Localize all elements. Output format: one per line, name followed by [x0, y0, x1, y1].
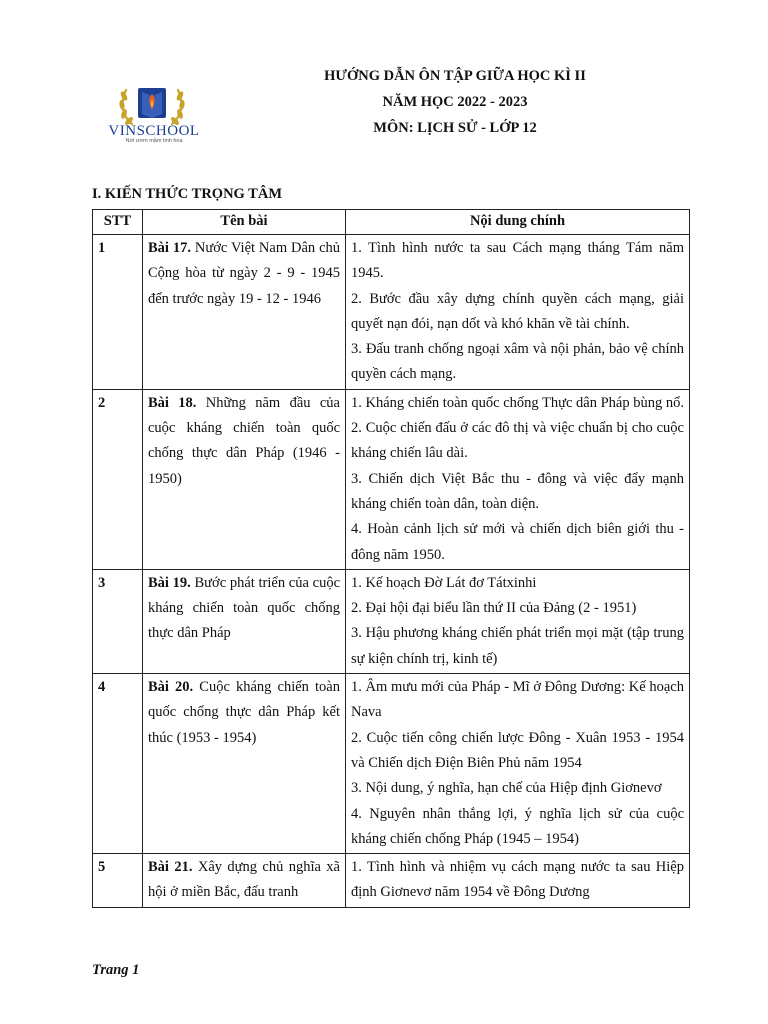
content-item: 2. Bước đầu xây dựng chính quyền cách mạng, giải quyết nạn đói, nạn dốt và khó khăn về tài chính.	[351, 290, 684, 332]
lesson-number: Bài 20.	[148, 679, 194, 696]
lesson-title: Bước phát triển của cuộc kháng chiến toàn quốc chống thực dân Pháp	[148, 574, 341, 642]
lesson-number: Bài 21.	[148, 859, 193, 876]
content-item: 3. Nội dung, ý nghĩa, hạn chế của Hiệp định Giơnevơ	[351, 780, 662, 797]
doc-title-line1: HƯỚNG DẪN ÔN TẬP GIỮA HỌC KÌ II	[324, 68, 586, 84]
content-cell	[346, 569, 690, 673]
table-row	[93, 854, 690, 908]
lesson-title: Xây dựng chủ nghĩa xã hội ở miền Bắc, đấu tranh	[148, 859, 340, 901]
lesson-number: Bài 17.	[148, 240, 191, 256]
brand-tagline: Nơi ươm mầm tinh hoa	[125, 138, 183, 144]
row-number: 3	[93, 569, 143, 673]
content-cell	[346, 235, 690, 390]
vinschool-wordmark	[104, 123, 204, 144]
row-number: 4	[93, 674, 143, 854]
lesson-cell	[143, 854, 346, 908]
content-item: 1. Tình hình nước ta sau Cách mạng tháng Tám năm 1945.	[351, 240, 684, 282]
table-row	[93, 235, 690, 390]
content-item: 4. Hoàn cảnh lịch sử mới và chiến dịch biên giới thu - đông năm 1950.	[351, 521, 684, 563]
lesson-cell	[143, 389, 346, 569]
content-cell	[346, 674, 690, 854]
content-item: 3. Đấu tranh chống ngoại xâm và nội phản, bảo vệ chính quyền cách mạng.	[351, 341, 684, 383]
content-item: 2. Cuộc chiến đấu ở các đô thị và việc chuẩn bị cho cuộc kháng chiến lâu dài.	[351, 420, 684, 462]
lesson-cell	[143, 235, 346, 390]
lesson-title: Cuộc kháng chiến toàn quốc chống thực dân Pháp kết thúc (1953 - 1954)	[148, 679, 340, 746]
content-item: 2. Cuộc tiến công chiến lược Đông - Xuân 1953 - 1954 và Chiến dịch Điện Biên Phủ năm 1954	[351, 729, 684, 771]
content-item: 3. Chiến dịch Việt Bắc thu - đông và việc đẩy mạnh kháng chiến toàn dân, toàn diện.	[351, 470, 684, 512]
row-number: 2	[93, 389, 143, 569]
header-stt: STT	[93, 210, 143, 235]
row-number: 5	[93, 854, 143, 908]
content-item: 1. Kế hoạch Đờ Lát đơ Tátxinhi	[351, 574, 537, 591]
lesson-table	[92, 209, 690, 908]
content-item: 1. Tình hình và nhiệm vụ cách mạng nước ta sau Hiệp định Giơnevơ năm 1954 về Đông Dương	[351, 859, 684, 901]
doc-title-line3: MÔN: LỊCH SỬ - LỚP 12	[373, 120, 537, 136]
content-item: 1. Âm mưu mới của Pháp - Mĩ ở Đông Dương: Kế hoạch Nava	[351, 679, 684, 721]
brand-name: VINSCHOOL	[108, 123, 200, 139]
doc-title-line2: NĂM HỌC 2022 - 2023	[382, 94, 528, 110]
content-cell	[346, 854, 690, 908]
lesson-cell	[143, 674, 346, 854]
table-header-row	[93, 210, 690, 235]
content-cell	[346, 389, 690, 569]
row-number: 1	[93, 235, 143, 390]
content-item: 2. Đại hội đại biểu lần thứ II của Đảng (2 - 1951)	[351, 600, 637, 617]
section-title: I. KIẾN THỨC TRỌNG TÂM	[92, 186, 283, 202]
page-footer: Trang 1	[92, 962, 140, 978]
table-row	[93, 389, 690, 569]
content-item: 4. Nguyên nhân thắng lợi, ý nghĩa lịch sử của cuộc kháng chiến chống Pháp (1945 – 1954)	[351, 805, 684, 847]
lesson-number: Bài 18.	[148, 394, 197, 411]
content-item: 1. Kháng chiến toàn quốc chống Thực dân Pháp bùng nổ.	[351, 394, 684, 411]
lesson-cell	[143, 569, 346, 673]
table-row	[93, 569, 690, 673]
lesson-number: Bài 19.	[148, 574, 191, 591]
lesson-title: Nước Việt Nam Dân chủ Cộng hòa từ ngày 2 - 9 - 1945 đến trước ngày 19 - 12 - 1946	[148, 240, 341, 307]
content-item: 3. Hậu phương kháng chiến phát triển mọi mặt (tập trung sự kiện chính trị, kinh tế)	[351, 625, 684, 667]
lesson-title: Những năm đầu của cuộc kháng chiến toàn quốc chống thực dân Pháp (1946 - 1950)	[148, 394, 340, 487]
table-row	[93, 674, 690, 854]
header-content: Nội dung chính	[346, 210, 690, 235]
header-lesson: Tên bài	[143, 210, 346, 235]
